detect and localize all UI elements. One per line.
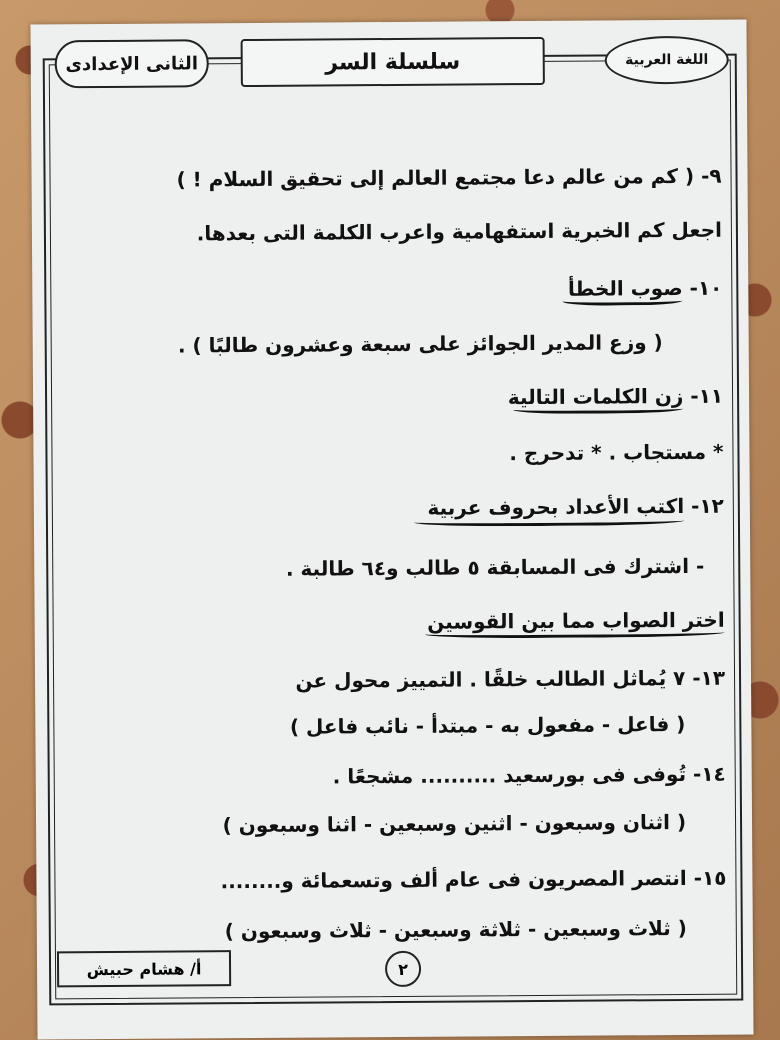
- question-10-sentence: ( وزع المدير الجوائز على سبعة وعشرون طالبًا ) .: [177, 330, 663, 358]
- subject-label: اللغة العربية: [605, 36, 729, 85]
- question-14-options: ( اثنان وسبعون - اثنين وسبعين - اثنا وسبعون ): [222, 809, 687, 838]
- series-title: سلسلة السر: [241, 37, 545, 87]
- question-12-heading: ١٢- اكتب الأعداد بحروف عربية: [427, 493, 724, 520]
- page-border: [43, 54, 744, 1006]
- question-11-words: * مستجاب . * تدحرج .: [509, 439, 724, 466]
- question-15: ١٥- انتصر المصريون فى عام ألف وتسعمائة و........: [220, 865, 727, 894]
- worksheet-page: [30, 20, 753, 1040]
- question-9-instruction: اجعل كم الخبرية استفهامية واعرب الكلمة التى بعدها.: [196, 217, 722, 246]
- page-number: ٢: [385, 951, 421, 987]
- choose-heading: اختر الصواب مما بين القوسين: [427, 607, 725, 634]
- question-9: ٩- ( كم من عالم دعا مجتمع العالم إلى تحقيق السلام ! ): [176, 163, 722, 192]
- underline-10: [562, 294, 682, 306]
- question-15-options: ( ثلاث وسبعين - ثلاثة وسبعين - ثلاث وسبعون ): [224, 915, 687, 944]
- question-13: ١٣- ٧ يُماثل الطالب خلقًا . التمييز محول عن: [295, 665, 726, 693]
- question-11-heading: ١١- زن الكلمات التالية: [507, 383, 724, 410]
- question-12-sentence: - اشترك فى المسابقة ٥ طالب و٦٤ طالبة .: [285, 553, 705, 581]
- question-10-heading: ١٠- صوب الخطأ: [567, 275, 723, 301]
- teacher-name: أ/ هشام حبيش: [57, 950, 231, 987]
- grade-label: الثانى الإعدادى: [55, 39, 209, 88]
- question-13-options: ( فاعل - مفعول به - مبتدأ - نائب فاعل ): [289, 711, 686, 739]
- question-14: ١٤- تُوفى فى بورسعيد .......... مشجعًا .: [332, 761, 726, 789]
